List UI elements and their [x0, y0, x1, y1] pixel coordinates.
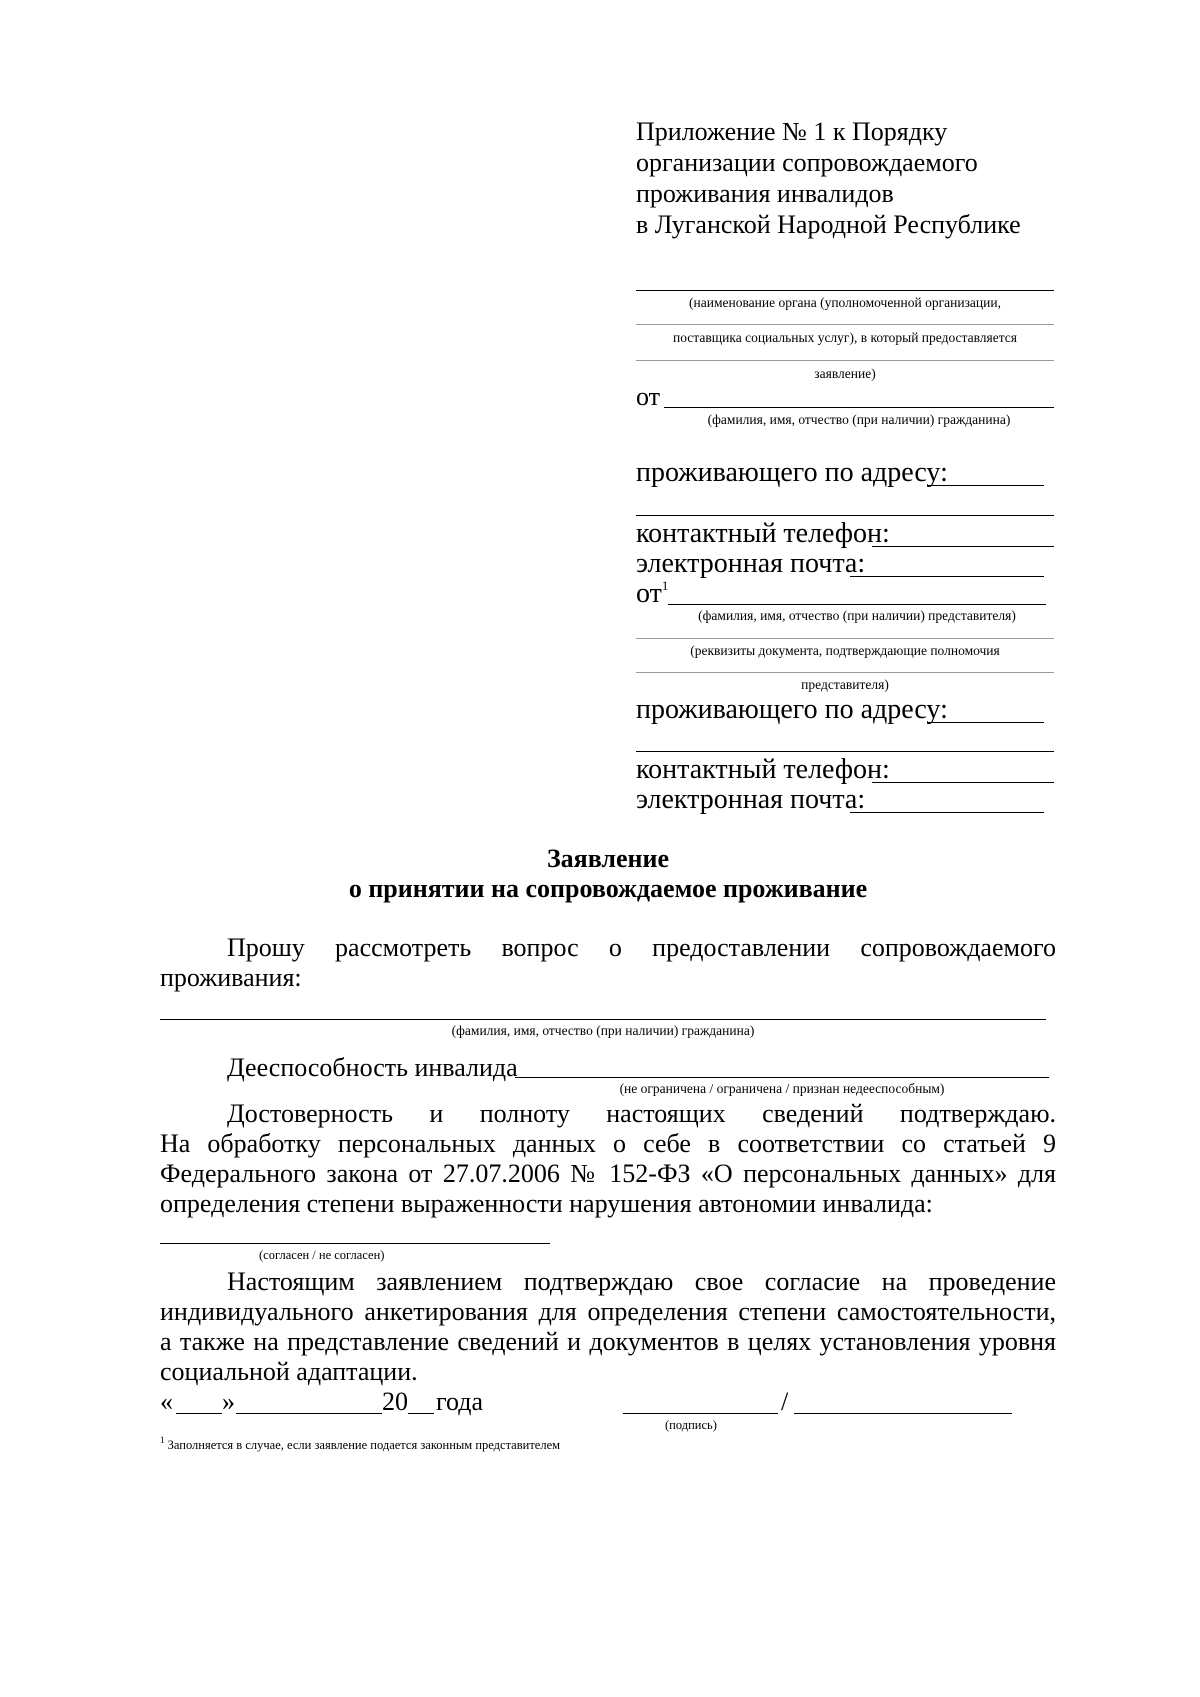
signature-caption: (подпись)	[665, 1418, 717, 1432]
date-quote-open: «	[160, 1387, 173, 1416]
recipient-caption-2: поставщика социальных услуг), в который предоставляется	[673, 330, 1017, 345]
representative-name-field[interactable]	[668, 604, 1046, 605]
representative-phone-label: контактный телефон:	[636, 754, 890, 785]
confirmation-line-3: Федерального закона от 27.07.2006 № 152-ФЗ «О персональных данных» для	[160, 1159, 1056, 1188]
date-year-word: года	[436, 1387, 484, 1416]
agreement-line-2: индивидуального анкетирования для определения степени самостоятельности,	[160, 1297, 1056, 1326]
citizen-address-label: проживающего по адресу:	[636, 457, 948, 488]
agreement-line-1: Настоящим заявлением подтверждаю свое согласие на проведение	[227, 1267, 1056, 1296]
footnote	[160, 1435, 561, 1453]
date-day-field[interactable]	[176, 1413, 222, 1414]
confirmation-line-4: определения степени выраженности нарушения автономии инвалида:	[160, 1189, 933, 1218]
representative-doc-field-2[interactable]	[636, 672, 1054, 673]
signature-field[interactable]	[623, 1413, 778, 1414]
citizen-name-caption: (фамилия, имя, отчество (при наличии) гражданина)	[707, 412, 1011, 427]
recipient-caption-3: заявление)	[814, 366, 876, 381]
representative-from-label	[636, 577, 668, 610]
citizen-name-full-field[interactable]	[160, 1019, 1046, 1020]
recipient-caption-1: (наименование органа (уполномоченной организации,	[689, 295, 1001, 310]
date-quote-close: »	[222, 1387, 235, 1416]
appendix-line-3: проживания инвалидов	[636, 179, 894, 208]
representative-phone-field[interactable]	[872, 782, 1054, 783]
request-line-2: проживания:	[160, 963, 302, 992]
representative-doc-caption-1: (реквизиты документа, подтверждающие полномочия	[690, 643, 1000, 658]
representative-email-field[interactable]	[850, 812, 1044, 813]
agreement-line-3: а также на представление сведений и документов в целях установления уровня	[160, 1327, 1056, 1356]
recipient-line-1[interactable]	[636, 290, 1054, 291]
representative-doc-caption-2: представителя)	[801, 677, 889, 692]
signature-name-field[interactable]	[794, 1413, 1012, 1414]
representative-email-label: электронная почта:	[636, 784, 866, 815]
footnote-mark: 1	[661, 578, 669, 593]
request-line-1: Прошу рассмотреть вопрос о предоставлении сопровождаемого	[227, 933, 1056, 962]
citizen-address-field[interactable]	[928, 485, 1044, 486]
consent-field[interactable]	[160, 1243, 550, 1244]
recipient-line-2[interactable]	[636, 324, 1054, 325]
appendix-line-4: в Луганской Народной Республике	[636, 210, 1021, 239]
date-month-field[interactable]	[236, 1413, 382, 1414]
citizen-phone-field[interactable]	[872, 546, 1054, 547]
representative-doc-field[interactable]	[636, 638, 1054, 639]
signature-slash: /	[781, 1387, 789, 1416]
confirmation-line-2: На обработку персональных данных о себе в соответствии со статьей 9	[160, 1129, 1056, 1158]
representative-name-caption: (фамилия, имя, отчество (при наличии) представителя)	[698, 608, 1016, 623]
capacity-caption: (не ограничена / ограничена / признан недееспособным)	[619, 1081, 945, 1096]
representative-address-field-2[interactable]	[636, 751, 1054, 752]
citizen-name-full-caption: (фамилия, имя, отчество (при наличии) гражданина)	[451, 1023, 755, 1038]
representative-address-label: проживающего по адресу:	[636, 694, 948, 725]
representative-from-text: от	[636, 578, 662, 609]
citizen-email-label: электронная почта:	[636, 548, 866, 579]
capacity-label: Дееспособность инвалида	[227, 1053, 518, 1082]
title-line-2: о принятии на сопровождаемое проживание	[348, 874, 868, 903]
representative-address-field[interactable]	[928, 722, 1044, 723]
appendix-line-1: Приложение № 1 к Порядку	[636, 117, 948, 146]
title-line-1: Заявление	[546, 844, 670, 873]
citizen-phone-label: контактный телефон:	[636, 518, 890, 549]
footnote-number: 1	[160, 1435, 165, 1445]
citizen-name-field[interactable]	[664, 407, 1054, 408]
footnote-text: Заполняется в случае, если заявление подается законным представителем	[167, 1438, 561, 1452]
date-century: 20	[382, 1387, 408, 1416]
consent-caption: (согласен / не согласен)	[259, 1248, 385, 1262]
capacity-field[interactable]	[515, 1077, 1049, 1078]
agreement-line-4: социальной адаптации.	[160, 1357, 418, 1386]
citizen-email-field[interactable]	[850, 576, 1044, 577]
citizen-address-field-2[interactable]	[636, 515, 1054, 516]
date-year-field[interactable]	[408, 1413, 434, 1414]
citizen-from-label: от	[636, 382, 661, 411]
recipient-line-3[interactable]	[636, 360, 1054, 361]
confirmation-line-1: Достоверность и полноту настоящих сведений подтверждаю.	[227, 1099, 1056, 1128]
appendix-line-2: организации сопровождаемого	[636, 148, 978, 177]
